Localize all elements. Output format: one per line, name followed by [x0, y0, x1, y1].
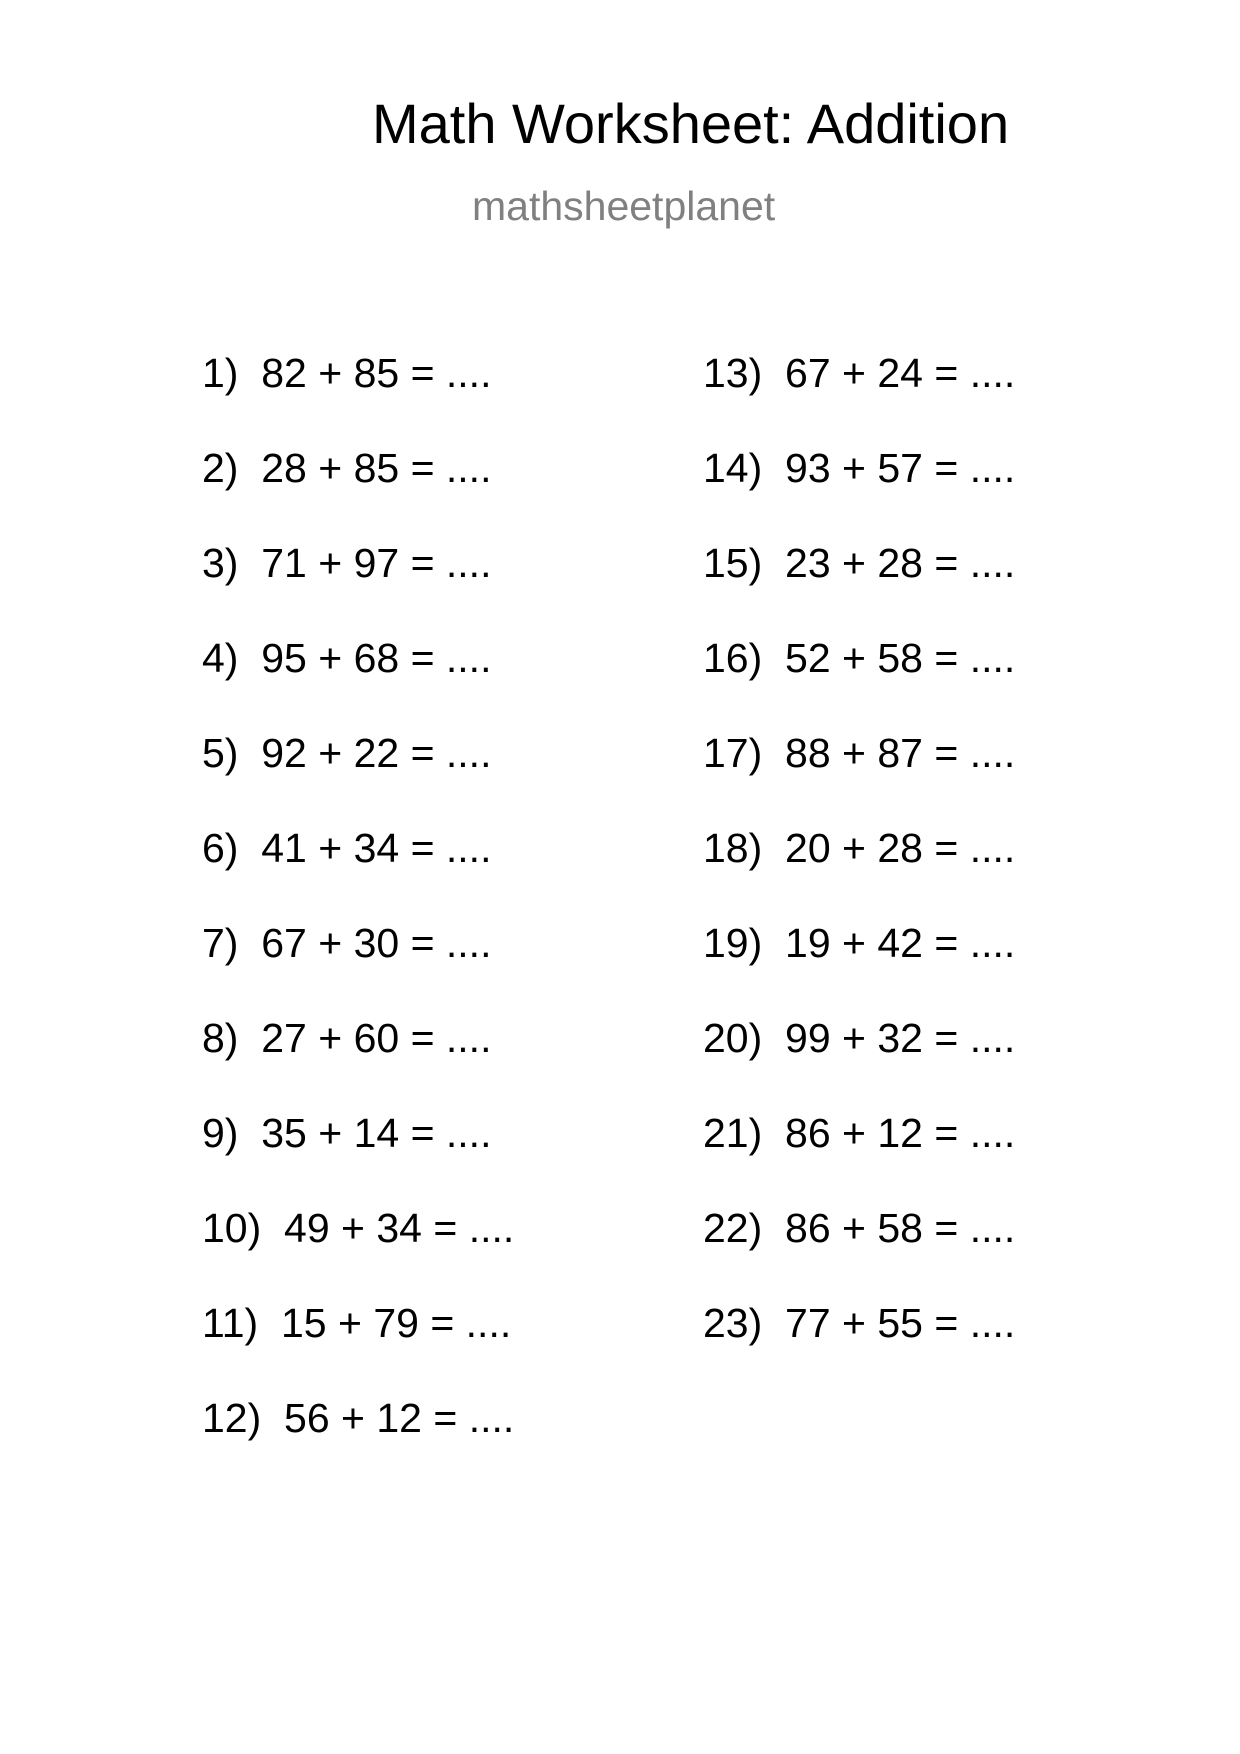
worksheet-title: Math Worksheet: Addition	[372, 92, 1010, 155]
problem-1: 1) 82 + 85 = ....	[202, 350, 492, 396]
problem-7: 7) 67 + 30 = ....	[202, 920, 492, 966]
worksheet-subtitle: mathsheetplanet	[472, 183, 776, 229]
problem-22: 22) 86 + 58 = ....	[703, 1205, 1016, 1251]
problem-10: 10) 49 + 34 = ....	[202, 1205, 515, 1251]
problem-3: 3) 71 + 97 = ....	[202, 540, 492, 586]
problem-20: 20) 99 + 32 = ....	[703, 1015, 1016, 1061]
problem-column-left	[202, 350, 515, 1493]
problem-18: 18) 20 + 28 = ....	[703, 825, 1016, 871]
problem-23: 23) 77 + 55 = ....	[703, 1300, 1016, 1346]
problem-5: 5) 92 + 22 = ....	[202, 730, 492, 776]
problem-14: 14) 93 + 57 = ....	[703, 445, 1016, 491]
problem-11: 11) 15 + 79 = ....	[202, 1300, 512, 1346]
problem-4: 4) 95 + 68 = ....	[202, 635, 492, 681]
problem-21: 21) 86 + 12 = ....	[703, 1110, 1016, 1156]
problem-6: 6) 41 + 34 = ....	[202, 825, 492, 871]
problem-8: 8) 27 + 60 = ....	[202, 1015, 492, 1061]
problem-15: 15) 23 + 28 = ....	[703, 540, 1016, 586]
problem-12: 12) 56 + 12 = ....	[202, 1395, 515, 1441]
problem-16: 16) 52 + 58 = ....	[703, 635, 1016, 681]
problem-17: 17) 88 + 87 = ....	[703, 730, 1016, 776]
problem-19: 19) 19 + 42 = ....	[703, 920, 1016, 966]
problem-2: 2) 28 + 85 = ....	[202, 445, 492, 491]
problem-13: 13) 67 + 24 = ....	[703, 350, 1016, 396]
problem-column-right	[703, 350, 1016, 1398]
problem-9: 9) 35 + 14 = ....	[202, 1110, 492, 1156]
